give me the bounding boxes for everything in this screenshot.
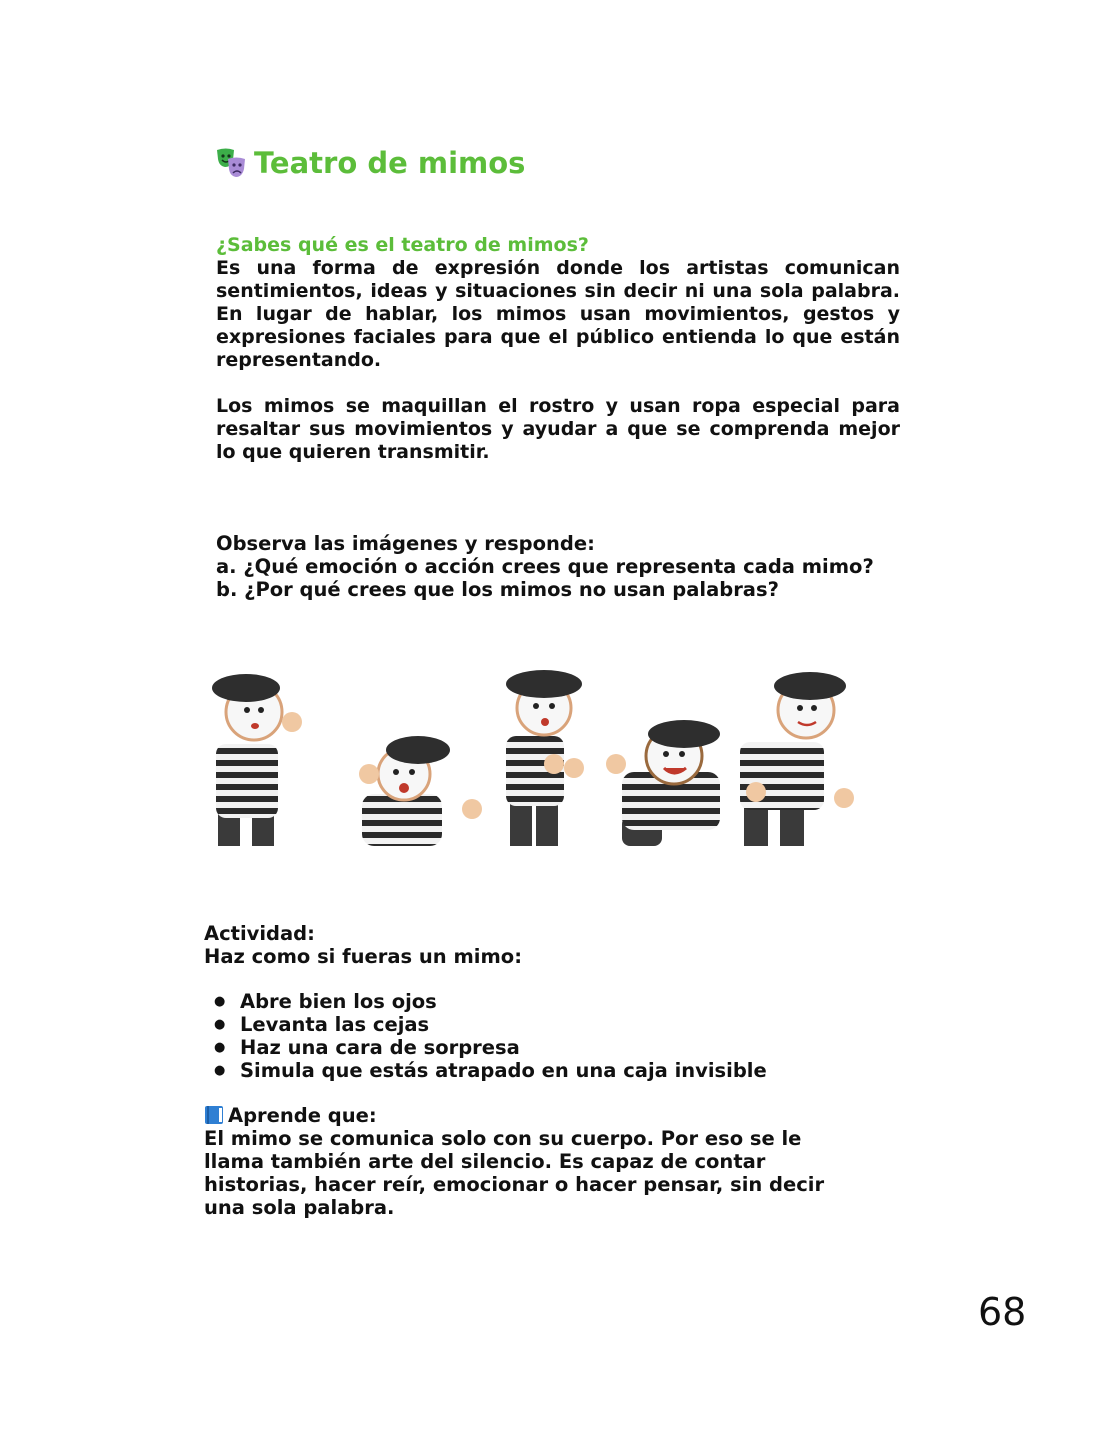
learn-heading: Aprende que: (228, 1104, 377, 1127)
list-item: ● Levanta las cejas (240, 1013, 767, 1036)
activity-list (204, 990, 767, 1082)
mime-figure-4 (606, 720, 720, 846)
observe-heading: Observa las imágenes y responde: (216, 532, 595, 555)
observe-question-a: a. ¿Qué emoción o acción crees que representa cada mimo? (216, 555, 874, 578)
list-item: ● Haz una cara de sorpresa (240, 1036, 767, 1059)
mime-characters-illustration (204, 664, 864, 849)
mime-figure-5 (740, 672, 854, 846)
learn-section (204, 1104, 868, 1219)
learn-text: El mimo se comunica solo con su cuerpo. Por eso se le llama también arte del silencio. Es capaz de contar historias, hacer reír, emocionar o hacer pensar, sin decir una sola palabra. (204, 1127, 825, 1219)
observe-section (216, 532, 874, 601)
mime-figure-3 (506, 670, 584, 846)
intro-question: ¿Sabes qué es el teatro de mimos? (216, 234, 589, 256)
activity-section (204, 922, 767, 1082)
page-title (214, 146, 525, 180)
list-item: ● Abre bien los ojos (240, 990, 767, 1013)
activity-instruction: Haz como si fueras un mimo: (204, 945, 522, 968)
blue-book-icon (204, 1105, 224, 1125)
page-title-text: Teatro de mimos (254, 146, 526, 180)
theater-masks-icon (214, 146, 248, 180)
page-number: 68 (978, 1290, 1027, 1334)
observe-question-b: b. ¿Por qué crees que los mimos no usan palabras? (216, 578, 779, 601)
list-item: ● Simula que estás atrapado en una caja invisible (240, 1059, 767, 1082)
intro-paragraph-2: Los mimos se maquillan el rostro y usan ropa especial para resaltar sus movimientos y ayudar a que se comprenda mejor lo que quieren transmitir. (216, 395, 900, 463)
mime-figure-1 (212, 674, 302, 846)
intro-paragraph-1: Es una forma de expresión donde los artistas comunican sentimientos, ideas y situaciones sin decir ni una sola palabra. En lugar de hablar, los mimos usan movimientos, gestos y expresiones faciales para que el público entienda lo que están representando. (216, 257, 900, 371)
activity-heading: Actividad: (204, 922, 315, 945)
intro-section (216, 234, 900, 464)
mime-figure-2 (359, 736, 482, 846)
